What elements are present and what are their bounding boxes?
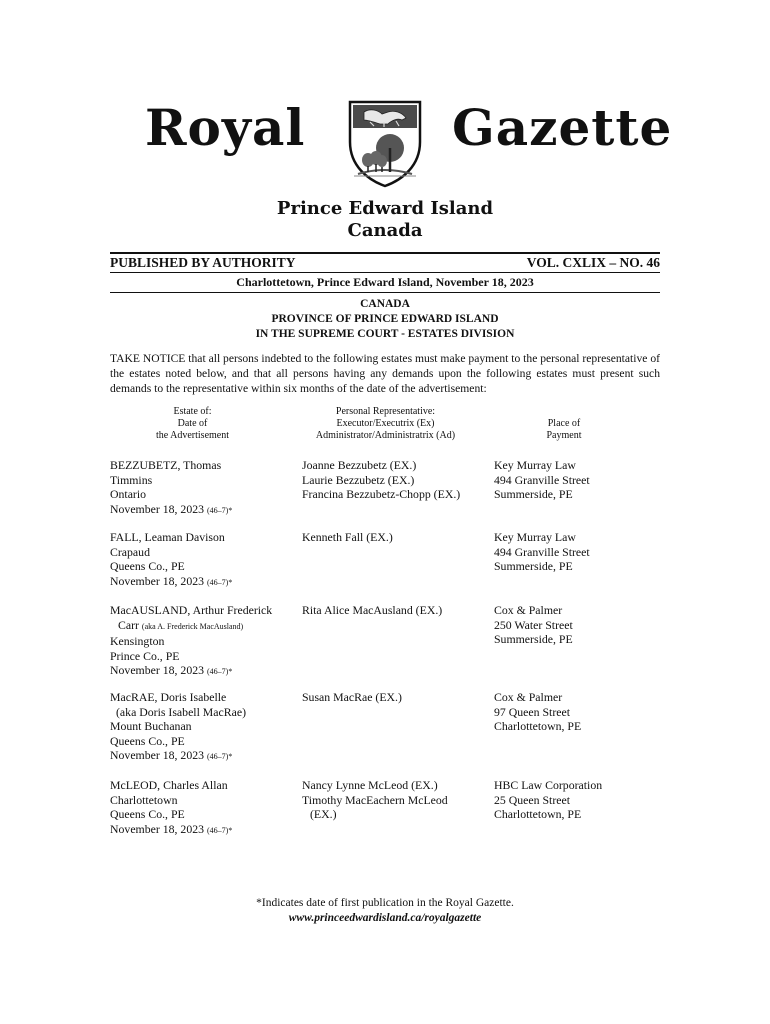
column-heading-line: Date of bbox=[177, 418, 208, 429]
column-heading-line: Payment bbox=[546, 430, 582, 441]
payment-city: Summerside, PE bbox=[494, 559, 573, 574]
first-publication-note: (46–7)* bbox=[206, 667, 233, 677]
estate-entry-2-estate bbox=[110, 530, 295, 590]
payment-address: 25 Queen Street bbox=[494, 792, 571, 807]
payment-firm: HBC Law Corporation bbox=[494, 778, 603, 792]
estate-name: BEZZUBETZ, Thomas bbox=[110, 458, 222, 472]
estate-entry-3-payment bbox=[494, 603, 654, 647]
header-middle-rule bbox=[110, 272, 660, 273]
column-heading-line: the Advertisement bbox=[155, 430, 230, 441]
estate-entry-5-payment bbox=[494, 778, 654, 822]
volume-number: VOL. CXLIX – NO. 46 bbox=[526, 255, 660, 270]
title-province: PROVINCE OF PRINCE EDWARD ISLAND bbox=[271, 313, 499, 325]
payment-city: Charlottetown, PE bbox=[494, 719, 582, 734]
estate-name: FALL, Leaman Davison bbox=[110, 530, 225, 544]
payment-address: 494 Granville Street bbox=[494, 472, 590, 487]
estate-name: MacAUSLAND, Arthur Frederick bbox=[110, 603, 273, 617]
estate-name: McLEOD, Charles Allan bbox=[110, 778, 228, 792]
payment-address: 494 Granville Street bbox=[494, 544, 590, 559]
estate-entry-3-representative bbox=[302, 603, 492, 618]
column-heading-line: Place of bbox=[547, 418, 581, 429]
column-heading-line: Executor/Executrix (Ex) bbox=[336, 418, 435, 429]
payment-address: 97 Queen Street bbox=[494, 704, 571, 719]
also-known-as: (aka A. Frederick MacAusland) bbox=[141, 621, 244, 631]
estate-entry-1-payment bbox=[494, 458, 654, 502]
estate-location: Queens Co., PE bbox=[110, 559, 185, 574]
first-publication-note: (46–7)* bbox=[206, 825, 233, 835]
estate-location: Queens Co., PE bbox=[110, 733, 185, 748]
estate-entry-2-representative bbox=[302, 530, 492, 545]
estate-location: Ontario bbox=[110, 487, 147, 502]
payment-address: 250 Water Street bbox=[494, 617, 573, 632]
estate-location: Crapaud bbox=[110, 544, 150, 559]
notice-paragraph: TAKE NOTICE that all persons indebted to the following estates must make payment to the personal representative of the estates noted below, and that all persons having any demands upon the following estates must present such demands to the representative within six months of the date of the advertisement: bbox=[110, 352, 660, 395]
representative-name: Joanne Bezzubetz (EX.) bbox=[302, 458, 417, 472]
payment-firm: Key Murray Law bbox=[494, 458, 576, 472]
provincial-coat-of-arms-icon bbox=[344, 98, 426, 188]
header-bottom-rule bbox=[110, 292, 660, 293]
representative-name: Nancy Lynne McLeod (EX.) bbox=[302, 778, 438, 792]
title-block bbox=[110, 297, 660, 342]
column-heading-estate bbox=[110, 406, 275, 442]
payment-firm: Cox & Palmer bbox=[494, 690, 563, 704]
representative-name: Laurie Bezzubetz (EX.) bbox=[302, 472, 415, 487]
masthead-subtitle-province: Prince Edward Island bbox=[276, 198, 494, 219]
estate-entry-4-representative bbox=[302, 690, 492, 705]
column-heading-payment bbox=[494, 418, 634, 442]
estate-location: Queens Co., PE bbox=[110, 807, 185, 822]
estate-location: Charlottetown bbox=[110, 792, 178, 807]
payment-city: Summerside, PE bbox=[494, 487, 573, 502]
column-heading-line: Personal Representative: bbox=[335, 406, 436, 417]
payment-firm: Cox & Palmer bbox=[494, 603, 563, 617]
gazette-website-link[interactable]: www.princeedwardisland.ca/royalgazette bbox=[288, 912, 482, 924]
first-publication-note: (46–7)* bbox=[206, 505, 233, 515]
dateline: Charlottetown, Prince Edward Island, November 18, 2023 bbox=[236, 275, 534, 289]
also-known-as: (aka Doris Isabell MacRae) bbox=[116, 704, 247, 719]
title-canada: CANADA bbox=[360, 298, 410, 310]
estate-entry-3-estate bbox=[110, 603, 300, 680]
estate-entry-4-payment bbox=[494, 690, 654, 734]
representative-name: Rita Alice MacAusland (EX.) bbox=[302, 603, 443, 617]
estate-entry-5-representative bbox=[302, 778, 492, 822]
estate-entry-4-estate bbox=[110, 690, 295, 765]
estate-entry-5-estate bbox=[110, 778, 295, 838]
published-by-authority: PUBLISHED BY AUTHORITY bbox=[110, 255, 296, 270]
first-publication-note: (46–7)* bbox=[206, 577, 233, 587]
masthead-gazette: Gazette bbox=[452, 98, 673, 157]
estate-location: Kensington bbox=[110, 634, 165, 649]
payment-city: Summerside, PE bbox=[494, 632, 573, 647]
advertisement-date: November 18, 2023 (46–7)* bbox=[110, 748, 233, 763]
advertisement-date: November 18, 2023 (46–7)* bbox=[110, 501, 233, 516]
advertisement-date: November 18, 2023 (46–7)* bbox=[110, 663, 233, 678]
estate-entry-1-estate bbox=[110, 458, 295, 518]
estate-entry-2-payment bbox=[494, 530, 654, 574]
representative-name: Kenneth Fall (EX.) bbox=[302, 530, 393, 544]
column-heading-line: Estate of: bbox=[173, 406, 212, 417]
masthead-subtitle-country: Canada bbox=[347, 220, 423, 241]
payment-firm: Key Murray Law bbox=[494, 530, 576, 544]
masthead-royal: Royal bbox=[145, 98, 306, 157]
estate-entry-1-representative bbox=[302, 458, 492, 502]
column-heading-line: Administrator/Administratrix (Ad) bbox=[315, 430, 456, 441]
estate-location: Prince Co., PE bbox=[110, 648, 180, 663]
column-heading-representative bbox=[298, 406, 473, 442]
footnote-first-publication: *Indicates date of first publication in the Royal Gazette. bbox=[256, 897, 514, 909]
title-court: IN THE SUPREME COURT - ESTATES DIVISION bbox=[255, 328, 515, 340]
header-top-rule bbox=[110, 252, 660, 254]
estate-name-continued: Carr (aka A. Frederick MacAusland) bbox=[118, 617, 244, 632]
representative-name: Francina Bezzubetz-Chopp (EX.) bbox=[302, 487, 461, 502]
estate-name: MacRAE, Doris Isabelle bbox=[110, 690, 227, 704]
first-publication-note: (46–7)* bbox=[206, 752, 233, 762]
estate-location: Mount Buchanan bbox=[110, 719, 192, 734]
advertisement-date: November 18, 2023 (46–7)* bbox=[110, 573, 233, 588]
estate-location: Timmins bbox=[110, 472, 153, 487]
representative-name: Timothy MacEachern McLeod bbox=[302, 792, 448, 807]
representative-name: Susan MacRae (EX.) bbox=[302, 690, 402, 704]
representative-role: (EX.) bbox=[310, 807, 337, 822]
advertisement-date: November 18, 2023 (46–7)* bbox=[110, 821, 233, 836]
payment-city: Charlottetown, PE bbox=[494, 807, 582, 822]
